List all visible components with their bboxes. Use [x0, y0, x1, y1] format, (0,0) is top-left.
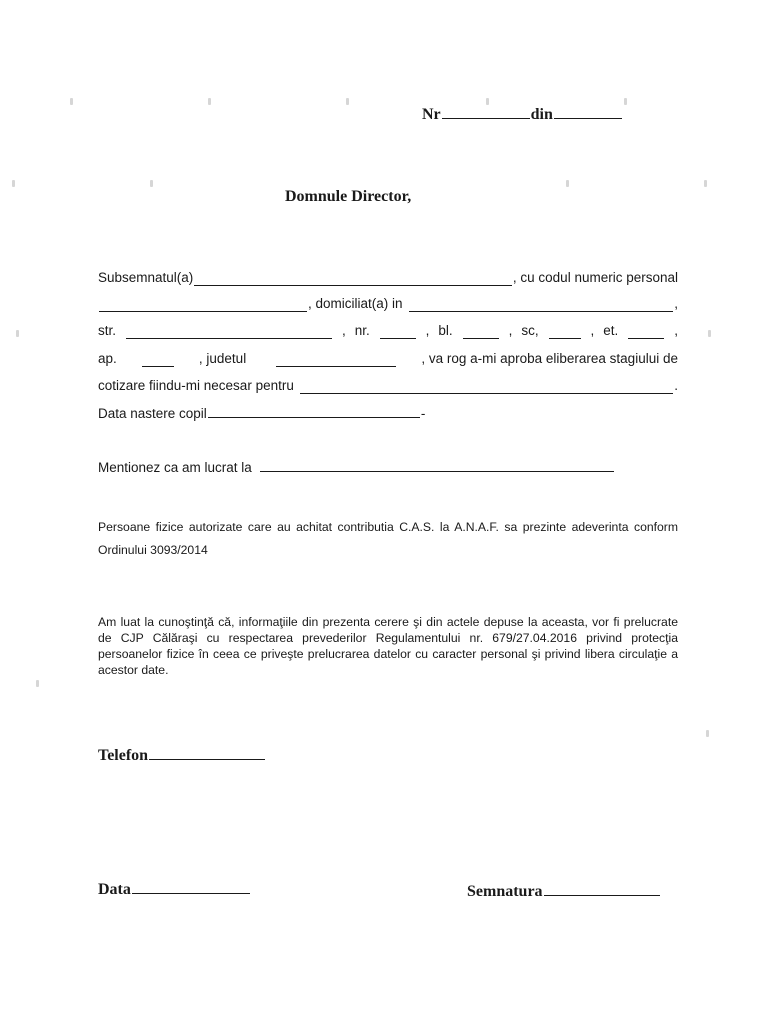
form-line-3 — [98, 323, 678, 339]
locality-field[interactable] — [409, 298, 674, 312]
subsemnatul-label: Subsemnatul(a) — [98, 270, 194, 285]
period: . — [674, 378, 678, 393]
form-line-4 — [98, 351, 678, 367]
data-label: Data — [98, 881, 131, 898]
scan-speck — [704, 180, 707, 187]
scan-speck — [70, 98, 73, 105]
street-field[interactable] — [126, 325, 332, 339]
scan-speck — [706, 730, 709, 737]
county-field[interactable] — [276, 353, 396, 367]
scan-speck — [486, 98, 489, 105]
stair-field[interactable] — [549, 325, 581, 339]
sc-label: sc, — [521, 323, 539, 338]
semnatura-label: Semnatura — [467, 883, 543, 900]
rog-label: , va rog a-mi aproba eliberarea stagiului de — [421, 351, 678, 366]
salutation: Domnule Director, — [285, 188, 412, 205]
dash: - — [420, 406, 426, 421]
comma: , — [508, 323, 513, 338]
str-label: str. — [98, 323, 117, 338]
telefon-label: Telefon — [98, 747, 149, 764]
scan-speck — [708, 330, 711, 337]
scan-speck — [12, 180, 15, 187]
scan-speck — [624, 98, 627, 105]
comma: , — [674, 323, 678, 338]
data-nastere-label: Data nastere copil — [98, 406, 207, 421]
scan-speck — [346, 98, 349, 105]
comma: , — [590, 323, 595, 338]
bl-label: bl. — [438, 323, 453, 338]
data-field[interactable] — [132, 880, 250, 894]
employer-field[interactable] — [260, 458, 614, 472]
din-label: din — [530, 106, 553, 123]
form-line-2 — [98, 296, 678, 312]
nr-field[interactable] — [442, 105, 530, 119]
block-field[interactable] — [463, 325, 499, 339]
street-number-field[interactable] — [380, 325, 416, 339]
scan-speck — [208, 98, 211, 105]
registration-number-line — [422, 105, 623, 124]
nr-address-label: nr. — [354, 323, 370, 338]
apartment-field[interactable] — [142, 353, 174, 367]
form-line-1 — [98, 270, 678, 286]
cnp-field[interactable] — [99, 298, 307, 312]
form-line-5 — [98, 378, 678, 394]
telefon-field[interactable] — [149, 746, 265, 760]
mentionez-label: Mentionez ca am lucrat la — [98, 460, 252, 475]
comma: , — [674, 296, 678, 311]
cotizare-label: cotizare fiindu-mi necesar pentru — [98, 378, 294, 393]
comma: , — [341, 323, 346, 338]
telefon-line — [98, 746, 266, 765]
form-line-7 — [98, 458, 678, 476]
purpose-field[interactable] — [300, 380, 673, 394]
scan-speck — [16, 330, 19, 337]
form-line-6 — [98, 404, 678, 422]
semnatura-line — [467, 882, 661, 901]
et-label: et. — [603, 323, 619, 338]
cnp-label: , cu codul numeric personal — [512, 270, 678, 285]
comma: , — [425, 323, 430, 338]
floor-field[interactable] — [628, 325, 664, 339]
gdpr-notice: Am luat la cunoştinţă că, informaţiile din prezenta cerere şi din actele depuse la aceasta, vor fi prelucrate de CJP Călăraşi cu respectarea prevederilor Regulamentului nr. 679/27.04.2016 privind protecţia persoanelor fizice în ceea ce priveşte prelucrarea datelor cu caracter personal şi privind libera circulaţie a acestor date. — [98, 615, 678, 677]
data-line — [98, 880, 251, 899]
signature-field[interactable] — [544, 882, 660, 896]
name-field[interactable] — [194, 272, 512, 286]
scan-speck — [150, 180, 153, 187]
scan-speck — [566, 180, 569, 187]
judetul-label: , judetul — [198, 351, 247, 366]
nr-label: Nr — [422, 106, 441, 123]
child-birth-date-field[interactable] — [208, 404, 420, 418]
scan-speck — [36, 680, 39, 687]
din-date-field[interactable] — [554, 105, 622, 119]
domiciliat-label: , domiciliat(a) in — [308, 296, 403, 311]
ap-label: ap. — [98, 351, 117, 366]
pfa-notice: Persoane fizice autorizate care au achitat contributia C.A.S. la A.N.A.F. sa prezinte adeverinta conform Ordinului 3093/2014 — [98, 520, 678, 557]
